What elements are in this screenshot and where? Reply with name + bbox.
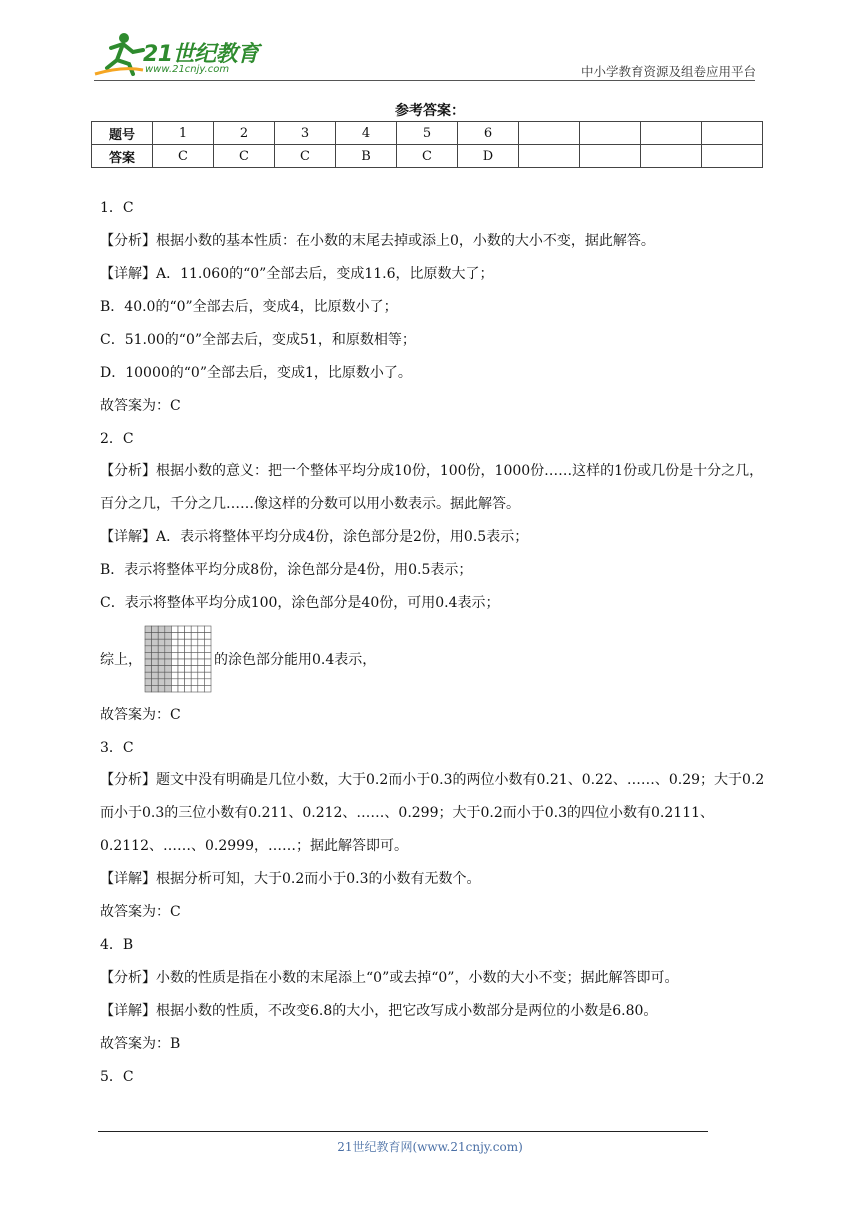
- grid-cell: [198, 646, 205, 653]
- question-heading: 5．C: [100, 1069, 134, 1085]
- grid-cell: [165, 639, 172, 646]
- question-number-cell: [702, 122, 763, 145]
- grid-cell: [178, 646, 185, 653]
- detail-paragraph: 【详解】A．表示将整体平均分成4份，涂色部分是2份，用0.5表示；: [100, 529, 529, 545]
- grid-cell: [185, 626, 192, 633]
- grid-cell: [204, 639, 211, 646]
- row-label-question: 题号: [92, 122, 153, 145]
- question-heading: 4．B: [100, 937, 134, 953]
- grid-cell: [178, 639, 185, 646]
- grid-cell: [191, 626, 198, 633]
- grid-cell: [152, 672, 159, 679]
- grid-cell: [152, 646, 159, 653]
- grid-cell: [178, 679, 185, 686]
- answer-cell: C: [153, 145, 214, 168]
- question-number-cell: [519, 122, 580, 145]
- grid-cell: [185, 659, 192, 666]
- grid-cell: [171, 626, 178, 633]
- answer-cell: C: [397, 145, 458, 168]
- grid-cell: [165, 646, 172, 653]
- question-number-cell: [641, 122, 702, 145]
- grid-cell: [145, 666, 152, 673]
- analysis-paragraph: 【分析】根据小数的意义：把一个整体平均分成10份，100份，1000份……这样的1份或几份是十分之几，百分之几，千分之几……像这样的分数可以用小数表示。据此解答。: [100, 463, 764, 512]
- grid-cell: [145, 639, 152, 646]
- grid-cell: [185, 679, 192, 686]
- footer-divider: [98, 1131, 708, 1132]
- grid-cell: [204, 652, 211, 659]
- grid-cell: [158, 679, 165, 686]
- detail-paragraph: B．40.0的“0”全部去后，变成4，比原数小了；: [100, 299, 398, 315]
- summary-suffix: 的涂色部分能用0.4表示，: [214, 652, 377, 668]
- question-number-cell: 4: [336, 122, 397, 145]
- question-heading: 3．C: [100, 740, 134, 756]
- grid-cell: [191, 633, 198, 640]
- grid-cell: [191, 666, 198, 673]
- answer-cell: [702, 145, 763, 168]
- grid-cell: [198, 659, 205, 666]
- grid-cell: [185, 685, 192, 692]
- grid-cell: [152, 685, 159, 692]
- detail-paragraph: 【详解】A．11.060的“0”全部去后，变成11.6，比原数大了；: [100, 266, 494, 282]
- grid-cell: [165, 626, 172, 633]
- grid-cell: [145, 685, 152, 692]
- answer-cell: D: [458, 145, 519, 168]
- grid-cell: [152, 666, 159, 673]
- grid-cell: [185, 639, 192, 646]
- grid-cell: [158, 659, 165, 666]
- footer-text: 21世纪教育网(www.21cnjy.com): [337, 1140, 523, 1154]
- grid-cell: [158, 646, 165, 653]
- answer-cell: C: [275, 145, 336, 168]
- detail-paragraph: 【详解】根据分析可知，大于0.2而小于0.3的小数有无数个。: [100, 871, 481, 887]
- grid-cell: [178, 659, 185, 666]
- grid-cell: [198, 672, 205, 679]
- grid-cell: [198, 626, 205, 633]
- answer-line: 故答案为：C: [100, 904, 181, 920]
- grid-cell: [158, 666, 165, 673]
- grid-cell: [178, 633, 185, 640]
- grid-cell: [191, 685, 198, 692]
- grid-cell: [158, 633, 165, 640]
- question-number-cell: 6: [458, 122, 519, 145]
- grid-cell: [171, 633, 178, 640]
- grid-cell: [145, 633, 152, 640]
- grid-cell: [185, 633, 192, 640]
- grid-cell: [145, 672, 152, 679]
- grid-cell: [165, 672, 172, 679]
- question-number-row: [92, 122, 763, 145]
- grid-cell: [198, 633, 205, 640]
- grid-cell: [204, 679, 211, 686]
- grid-cell: [171, 685, 178, 692]
- answer-cell: [580, 145, 641, 168]
- grid-cell: [171, 672, 178, 679]
- grid-cell: [198, 666, 205, 673]
- grid-cell: [165, 652, 172, 659]
- question-number-cell: 5: [397, 122, 458, 145]
- detail-paragraph: D．10000的“0”全部去后，变成1，比原数小了。: [100, 365, 412, 381]
- grid-cell: [165, 685, 172, 692]
- grid-cell: [145, 626, 152, 633]
- grid-cell: [171, 659, 178, 666]
- grid-cell: [204, 672, 211, 679]
- question-number-cell: 1: [153, 122, 214, 145]
- platform-title: 中小学教育资源及组卷应用平台: [580, 64, 756, 79]
- row-label-answer: 答案: [92, 145, 153, 168]
- grid-cell: [185, 646, 192, 653]
- analysis-paragraph: 【分析】题文中没有明确是几位小数，大于0.2而小于0.3的两位小数有0.21、0.22、……、0.29；大于0.2而小于0.3的三位小数有0.211、0.212、……、0.299；大于0.2而小于0.3的四位小数有0.2111、0.2112、……、0.2999，……；据此解答即可。: [100, 772, 765, 854]
- grid-cell: [158, 639, 165, 646]
- logo-url: www.21cnjy.com: [145, 64, 230, 75]
- grid-cell: [158, 626, 165, 633]
- grid-cell: [204, 666, 211, 673]
- grid-cell: [171, 652, 178, 659]
- grid-cell: [191, 679, 198, 686]
- grid-cell: [171, 679, 178, 686]
- grid-cell: [191, 639, 198, 646]
- question-heading: 1．C: [100, 200, 134, 216]
- question-number-cell: 3: [275, 122, 336, 145]
- answer-cell: C: [214, 145, 275, 168]
- grid-cell: [185, 672, 192, 679]
- grid-cell: [191, 652, 198, 659]
- question-number-cell: [580, 122, 641, 145]
- answer-cell: [641, 145, 702, 168]
- grid-cell: [191, 659, 198, 666]
- grid-cell: [165, 659, 172, 666]
- grid-cell: [204, 659, 211, 666]
- grid-cell: [191, 646, 198, 653]
- answer-row: [92, 145, 763, 168]
- grid-cell: [204, 685, 211, 692]
- grid-cell: [145, 679, 152, 686]
- answer-line: 故答案为：C: [100, 707, 181, 723]
- grid-cell: [145, 652, 152, 659]
- grid-cell: [204, 626, 211, 633]
- hundred-grid-figure: [144, 625, 212, 693]
- grid-cell: [185, 666, 192, 673]
- grid-cell: [152, 659, 159, 666]
- analysis-paragraph: 【分析】根据小数的基本性质：在小数的末尾去掉或添上0，小数的大小不变，据此解答。: [100, 233, 655, 249]
- answer-cell: [519, 145, 580, 168]
- grid-cell: [178, 685, 185, 692]
- grid-cell: [204, 633, 211, 640]
- grid-cell: [165, 679, 172, 686]
- grid-cell: [178, 652, 185, 659]
- page-header: [0, 0, 860, 86]
- grid-cell: [178, 666, 185, 673]
- grid-cell: [191, 672, 198, 679]
- grid-cell: [152, 652, 159, 659]
- grid-cell: [198, 679, 205, 686]
- solution-content: [100, 197, 765, 1099]
- detail-paragraph: B．表示将整体平均分成8份，涂色部分是4份，用0.5表示；: [100, 562, 473, 578]
- grid-cell: [178, 626, 185, 633]
- grid-cell: [152, 679, 159, 686]
- answer-line: 故答案为：B: [100, 1036, 181, 1052]
- grid-cell: [152, 626, 159, 633]
- grid-cell: [158, 652, 165, 659]
- summary-prefix: 综上，: [100, 652, 142, 668]
- grid-cell: [171, 639, 178, 646]
- grid-cell: [165, 633, 172, 640]
- grid-cell: [145, 646, 152, 653]
- grid-cell: [178, 672, 185, 679]
- grid-cell: [165, 666, 172, 673]
- detail-paragraph: C．51.00的“0”全部去后，变成51，和原数相等；: [100, 332, 416, 348]
- grid-cell: [152, 633, 159, 640]
- grid-cell: [198, 685, 205, 692]
- question-number-cell: 2: [214, 122, 275, 145]
- grid-cell: [198, 652, 205, 659]
- header-divider: [94, 80, 755, 81]
- answer-line: 故答案为：C: [100, 398, 181, 414]
- grid-cell: [198, 639, 205, 646]
- grid-cell: [158, 685, 165, 692]
- answer-key-title: 参考答案：: [395, 103, 465, 119]
- grid-cell: [145, 659, 152, 666]
- grid-cell: [152, 639, 159, 646]
- grid-cell: [171, 666, 178, 673]
- grid-cell: [185, 652, 192, 659]
- detail-paragraph: 【详解】根据小数的性质，不改变6.8的大小，把它改写成小数部分是两位的小数是6.80。: [100, 1003, 658, 1019]
- answer-table: [91, 121, 763, 168]
- answer-cell: B: [336, 145, 397, 168]
- grid-cell: [158, 672, 165, 679]
- grid-cell: [204, 646, 211, 653]
- summary-line: [100, 625, 765, 693]
- detail-paragraph: C．表示将整体平均分成100，涂色部分是40份，可用0.4表示；: [100, 595, 500, 611]
- analysis-paragraph: 【分析】小数的性质是指在小数的末尾添上“0”或去掉“0”，小数的大小不变；据此解答即可。: [100, 970, 679, 986]
- question-heading: 2．C: [100, 431, 134, 447]
- grid-cell: [171, 646, 178, 653]
- logo-text: 21世纪教育: [143, 42, 259, 67]
